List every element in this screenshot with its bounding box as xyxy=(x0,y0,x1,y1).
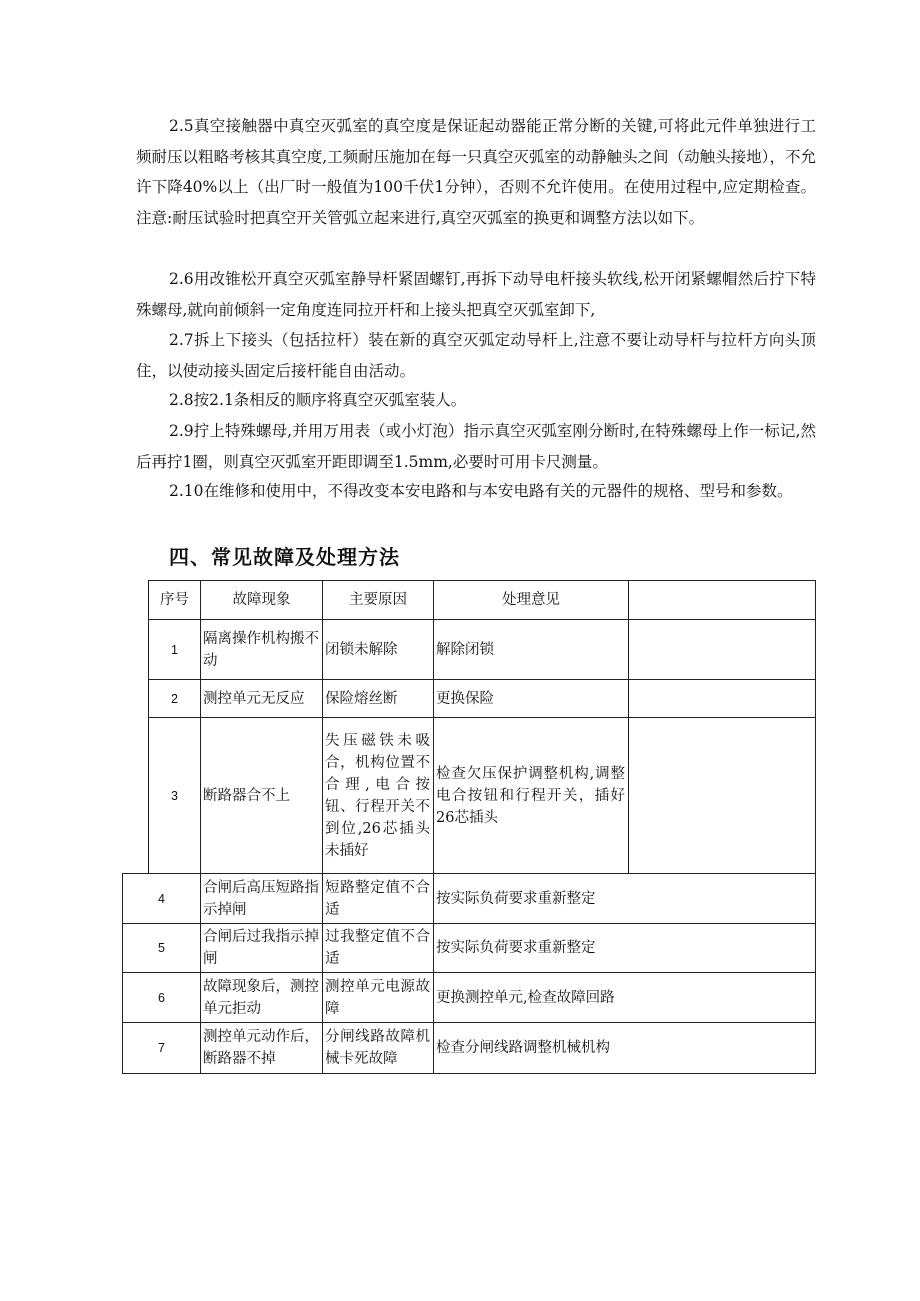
row-4-symptom-text: 合闸后高压短路指示掉闸 xyxy=(203,879,319,918)
table-row-6-symptom xyxy=(200,972,323,1023)
paragraph-2-6: 2.6用改锥松开真空灭弧室静导杆紧固螺钉,再拆下动导电杆接头软线,松开闭紧螺帽然后拧下特殊螺母,就向前倾斜一定角度连同拉开杆和上接头把真空灭弧室卸下, xyxy=(136,270,816,319)
table-row-5-symptom xyxy=(200,923,323,973)
row-1-cause-text: 闭锁未解除 xyxy=(325,641,398,658)
row-6-action-text: 更换测控单元,检查故障回路 xyxy=(436,989,615,1006)
row-7-symptom-text: 测控单元动作后，断路器不掉 xyxy=(203,1029,319,1067)
row-1-symptom-text: 隔离操作机构搬不动 xyxy=(203,630,319,669)
table-row-3-symptom xyxy=(200,717,323,874)
table-row-4-action xyxy=(433,873,816,924)
paragraph-2-9: 2.9拧上特殊螺母,并用万用表（或小灯泡）指示真空灭弧室刚分断时,在特殊螺母上作一标记,然后再拧1圈，则真空灭弧室开距即调至1.5mm,必要时可用卡尺测量。 xyxy=(136,422,816,471)
table-row-3-extra xyxy=(628,717,816,874)
header-cell-symptom xyxy=(200,580,323,620)
header-action-label: 处理意见 xyxy=(502,592,560,608)
table-row-1-no xyxy=(148,619,201,680)
row-5-symptom-text: 合闸后过我指示掉闸 xyxy=(203,929,319,967)
row-5-action-text: 按实际负荷要求重新整定 xyxy=(436,940,596,956)
table-row-6-action xyxy=(433,972,816,1023)
table-row-6-cause xyxy=(322,972,434,1023)
paragraph-2-5: 2.5真空接触器中真空灭弧室的真空度是保证起动器能正常分断的关键,可将此元件单独进行工频耐压以粗略考核其真空度,工频耐压施加在每一只真空灭弧室的动静触头之间（动触头接地），不允许下降40%以上（出厂时一般值为100千伏1分钟），否则不允许使用。在使用过程中,应定期检查。注意:耐压试验时把真空开关管弧立起来进行,真空灭弧室的换更和调整方法以如下。 xyxy=(136,117,816,227)
table-row-3-no xyxy=(148,717,201,874)
table-row-7-cause xyxy=(322,1022,434,1074)
paragraph-2-10: 2.10在维修和使用中，不得改变本安电路和与本安电路有关的元器件的规格、型号和参数。 xyxy=(169,482,793,500)
table-row-1-action xyxy=(433,619,629,680)
header-cell-no xyxy=(148,580,201,620)
table-row-1-symptom xyxy=(200,619,323,680)
row-7-no-text: 7 xyxy=(158,1041,165,1055)
row-1-action-text: 解除闭锁 xyxy=(436,641,494,658)
row-4-no-text: 4 xyxy=(158,891,165,906)
row-1-no-text: 1 xyxy=(171,642,178,657)
table-row-2-action xyxy=(433,679,629,718)
header-cause-label: 主要原因 xyxy=(349,592,407,608)
table-row-3-cause xyxy=(322,717,434,874)
header-no-label: 序号 xyxy=(160,592,189,608)
table-row-2-no xyxy=(148,679,201,718)
row-2-action-text: 更换保险 xyxy=(436,690,494,707)
header-cell-action xyxy=(433,580,629,620)
row-5-no-text: 5 xyxy=(158,941,165,955)
row-3-action-text: 检查欠压保护调整机构,调整电合按钮和行程开关，插好26芯插头 xyxy=(436,765,625,826)
row-6-cause-text: 测控单元电源故障 xyxy=(325,978,430,1017)
paragraph-2-8: 2.8按2.1条相反的顺序将真空灭弧室装人。 xyxy=(169,391,467,409)
table-row-6-no xyxy=(122,972,201,1023)
header-symptom-label: 故障现象 xyxy=(232,592,291,608)
row-3-no-text: 3 xyxy=(171,788,178,803)
header-cell-extra xyxy=(628,580,816,620)
table-row-5-cause xyxy=(322,923,434,973)
row-6-no-text: 6 xyxy=(158,990,165,1005)
table-row-4-no xyxy=(122,873,201,924)
row-7-cause-text: 分闸线路故障机械卡死故障 xyxy=(325,1029,430,1067)
table-row-4-cause xyxy=(322,873,434,924)
row-3-cause-text: 失压磁铁未吸合，机构位置不合理,电合按钮、行程开关不到位,26芯插头未插好 xyxy=(325,732,430,859)
table-row-7-symptom xyxy=(200,1022,323,1074)
table-row-2-extra xyxy=(628,679,816,718)
table-row-2-cause xyxy=(322,679,434,718)
table-row-3-action xyxy=(433,717,629,874)
row-2-no-text: 2 xyxy=(171,691,178,706)
table-row-5-action xyxy=(433,923,816,973)
table-row-7-action xyxy=(433,1022,816,1074)
table-row-1-cause xyxy=(322,619,434,680)
row-3-symptom-text: 断路器合不上 xyxy=(203,787,290,804)
row-2-cause-text: 保险熔丝断 xyxy=(325,690,398,707)
table-row-5-no xyxy=(122,923,201,973)
row-4-cause-text: 短路整定值不合适 xyxy=(325,879,430,918)
table-row-4-symptom xyxy=(200,873,323,924)
row-4-action-text: 按实际负荷要求重新整定 xyxy=(436,890,596,907)
row-2-symptom-text: 测控单元无反应 xyxy=(203,690,305,707)
section-title: 四、常见故障及处理方法 xyxy=(169,545,400,569)
row-6-symptom-text: 故障现象后，测控单元拒动 xyxy=(203,978,319,1017)
row-5-cause-text: 过我整定值不合适 xyxy=(325,929,430,967)
paragraph-2-7: 2.7拆上下接头（包括拉杆）装在新的真空灭弧定动导杆上,注意不要让动导杆与拉杆方向头顶住，以使动接头固定后接杆能自由活动。 xyxy=(136,331,816,380)
header-cell-cause xyxy=(322,580,434,620)
table-row-7-no xyxy=(122,1022,201,1074)
table-row-1-extra xyxy=(628,619,816,680)
row-7-action-text: 检查分闸线路调整机械机构 xyxy=(436,1040,610,1056)
table-row-2-symptom xyxy=(200,679,323,718)
